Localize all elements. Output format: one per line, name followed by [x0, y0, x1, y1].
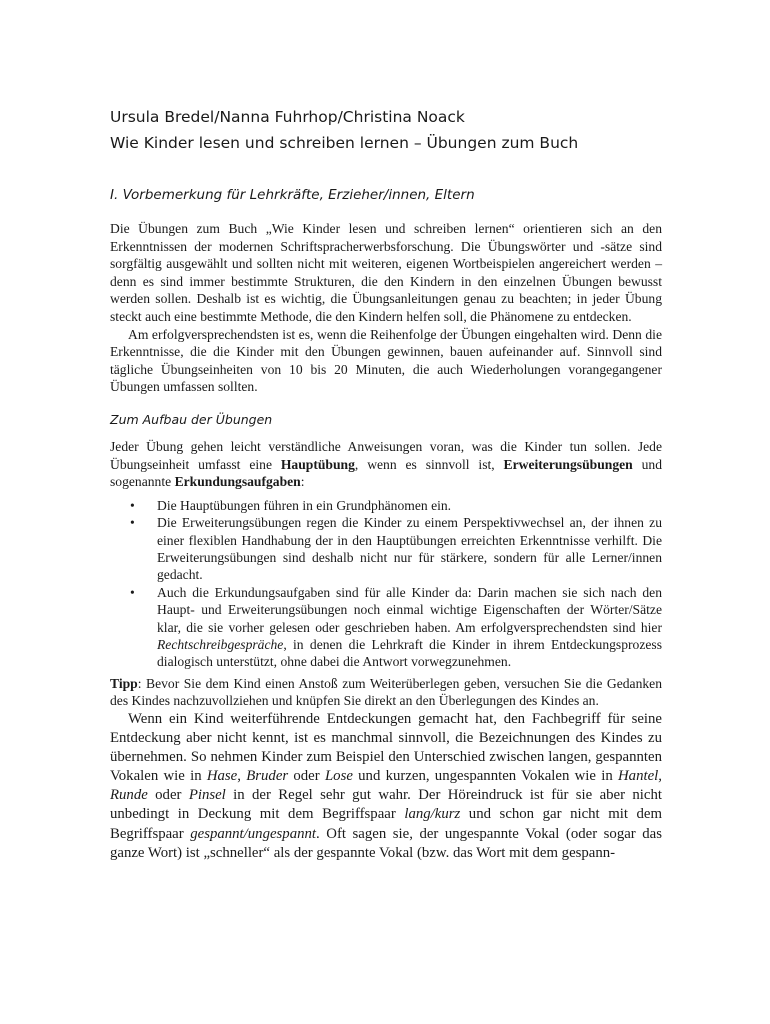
term-erkundungsaufgaben: Erkundungsaufgaben — [174, 474, 301, 490]
order-paragraph: Am erfolgversprechendsten ist es, wenn die Reihenfolge der Übungen eingehalten wird. Denn die Erkenntnisse, die die Kinder mit den Übungen gewinnen, bauen aufeinander auf. Sinnvoll sind tägliche Übungseinheiten von 10 bis 20 Minuten, die auch Wiederholungen vorangegangener Übungen umfassen sollten. — [110, 326, 662, 395]
vowel-text: Wenn ein Kind weiterführende Entdeckungen gemacht hat, den Fachbegriff für seine Entdeckung aber nicht kennt, ist es manchmal sinnvoll, die Bezeichnungen des Kindes zu übernehmen. So nehmen Kinder zum Beispiel den Unterschied zwischen langen, gespannten Vokalen wie in — [110, 710, 662, 785]
structure-text: und sogenannte — [110, 456, 662, 490]
document-page — [110, 104, 662, 863]
vowel-text: oder — [147, 787, 189, 804]
example-word: Hantel, Runde — [110, 768, 662, 804]
list-item — [110, 514, 662, 584]
list-item-text: Auch die Erkundungsaufgaben sind für alle Kinder da: Darin machen sie sich nach den Haupt- und Erweiterungsübungen noch einmal wichtige Eigenschaften der Wörter/Sätze klar, die sie vorher gelesen oder geschrieben haben. Am erfolgversprechendsten sind hier — [157, 584, 662, 635]
intro-paragraph: Die Übungen zum Buch „Wie Kinder lesen und schreiben lernen“ orientieren sich an den Erkenntnissen der modernen Schriftspracherwerbsforschung. Die Übungswörter und -sätze sind sorgfältig ausgewählt und sollten nicht mit weiteren, eigenen Wortbeispielen angereichert werden – denn es sind immer bestimmte Strukturen, die den Kindern in den einzelnen Übungen bewusst werden sollen. Deshalb ist es wichtig, die Übungsanleitungen genau zu beachten; in jeder Übung steckt auch eine bestimmte Methode, die den Kindern helfen soll, die Phänomene zu entdecken. — [110, 221, 662, 324]
example-word: Lose — [324, 768, 353, 785]
vowel-text: oder — [288, 768, 325, 785]
term-hauptuebung: Hauptübung — [280, 456, 355, 472]
vowel-text: , — [237, 768, 247, 785]
structure-paragraph — [110, 438, 662, 491]
subsection-heading: Zum Aufbau der Übungen — [110, 411, 273, 427]
exercise-type-list — [110, 497, 662, 671]
vowel-paragraph — [110, 710, 662, 863]
list-item — [110, 584, 662, 671]
section-heading: I. Vorbemerkung für Lehrkräfte, Erzieher/innen, Eltern — [110, 187, 475, 203]
structure-text: : — [300, 474, 305, 490]
vowel-text: und schon gar nicht mit dem Begriffspaar — [110, 806, 662, 842]
list-item-text: , in denen die Lehrkraft die Kinder in ihrem Entdeckungsprozess dialogisch unterstützt, ohne dabei die Antwort vorwegzunehmen. — [157, 636, 662, 670]
term-lang-kurz: lang/kurz — [404, 806, 461, 823]
bullet-icon: • — [130, 497, 135, 513]
term-rechtschreibgespraeche: Rechtschreibgespräche — [157, 636, 284, 652]
tip-paragraph — [110, 675, 662, 710]
structure-text: Jeder Übung gehen leicht verständliche Anweisungen voran, was die Kinder tun sollen. Jede Übungseinheit umfasst eine — [110, 438, 662, 472]
bullet-icon: • — [130, 515, 135, 531]
example-word: Hase — [206, 768, 238, 785]
vowel-text: und kurzen, ungespannten Vokalen wie in — [352, 768, 618, 785]
bullet-icon: • — [130, 584, 135, 600]
vowel-text: . Oft sagen sie, der ungespannte Vokal (oder sogar das ganze Wort) ist „schneller“ als der gespannte Vokal (bzw. das Wort mit dem gespann- — [110, 825, 662, 861]
term-gespannt-ungespannt: gespannt/ungespannt — [190, 825, 317, 842]
authors: Ursula Bredel/Nanna Fuhrhop/Christina Noack — [110, 108, 465, 126]
tip-label: Tipp — [110, 675, 138, 691]
term-erweiterungsuebungen: Erweiterungsübungen — [503, 456, 633, 472]
list-item-text: Die Hauptübungen führen in ein Grundphänomen ein. — [157, 497, 452, 513]
structure-text: , wenn es sinnvoll ist, — [354, 456, 504, 472]
vowel-text: in der Regel sehr gut wahr. Der Höreindruck ist für sie aber nicht unbedingt in Deckung mit dem Begriffspaar — [110, 787, 662, 823]
example-word: Bruder — [246, 768, 289, 785]
list-item — [110, 497, 662, 514]
list-item-text: Die Erweiterungsübungen regen die Kinder zu einem Perspektivwechsel an, der ihnen zu einer flexiblen Handhabung der in den Hauptübungen erreichten Erkenntnisse verhilft. Die Erweiterungsübungen sind deshalb nicht nur für stärkere, sondern für alle Lerner/innen gedacht. — [157, 515, 662, 583]
example-word: Pinsel — [188, 787, 226, 804]
tip-text: : Bevor Sie dem Kind einen Anstoß zum Weiterüberlegen geben, versuchen Sie die Gedanken des Kindes nachzuvollziehen und knüpfen Sie direkt an den Überlegungen des Kindes an. — [110, 675, 662, 709]
book-title: Wie Kinder lesen und schreiben lernen – Übungen zum Buch — [110, 134, 579, 152]
